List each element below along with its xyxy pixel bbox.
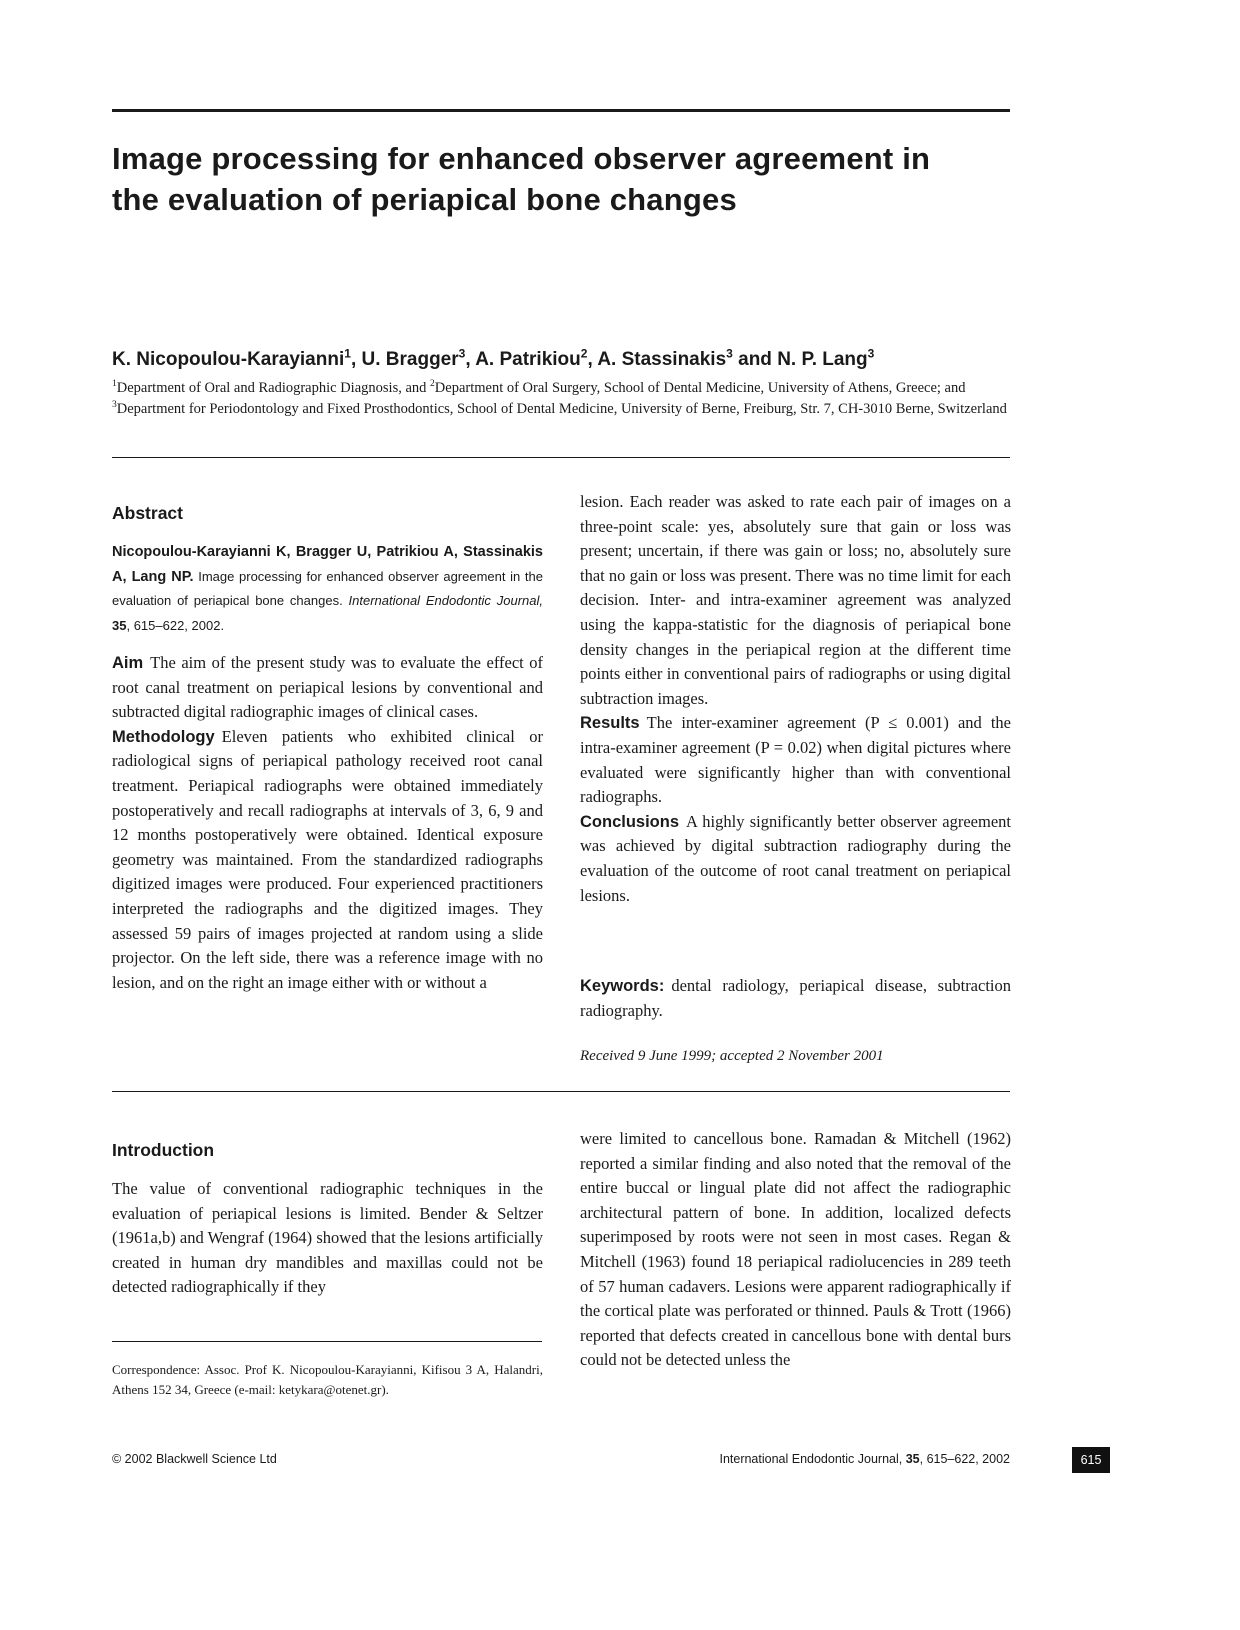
author-separator: , — [350, 349, 362, 370]
citation-authors: Nicopoulou-Karayianni K, Bragger U, Patrikiou A, Stassinakis A, Lang NP. — [112, 544, 543, 585]
citation-pages: , 615–622, 2002. — [126, 617, 225, 633]
author-affiliation-mark: 2 — [580, 346, 588, 361]
methodology-continued: lesion. Each reader was asked to rate each pair of images on a three-point scale: yes, absolutely sure that gain or loss was present; uncertain, if there was gain or loss; no, absolutely sure that no gain or loss was present. There was no time limit for each decision. Inter- and intra-examiner agreement was analyzed using the kappa-statistic for the diagnosis of periapical bone density changes in the periapical region at the different time points either in conventional pairs of radiographs or using digital subtraction images. — [580, 492, 1011, 708]
author-affiliation-mark: 3 — [458, 346, 466, 361]
author-list — [112, 348, 1012, 372]
author-affiliation-mark: 3 — [726, 346, 733, 361]
conclusions-text: A highly significantly better observer agreement was achieved by digital subtraction radiography during the evaluation of the outcome of root canal treatment on periapical lesions. — [580, 811, 1011, 905]
affiliation-text: Department of Oral Surgery, School of Dental Medicine, University of Athens, Greece; and — [434, 380, 966, 396]
citation-journal: International Endodontic Journal, — [348, 593, 543, 609]
author-affiliation-mark: 1 — [344, 346, 351, 361]
abstract-right-column — [580, 490, 1011, 908]
footnote-divider — [112, 1341, 542, 1342]
footer-journal: International Endodontic Journal, — [719, 1452, 903, 1466]
author: K. Nicopoulou-Karayianni — [112, 349, 345, 370]
affiliation-text: Department of Oral and Radiographic Diagnosis, and — [116, 380, 431, 396]
citation-title: Image processing for enhanced observer agreement in the evaluation of periapical bone changes. — [112, 568, 543, 609]
author: U. Bragger — [361, 349, 459, 370]
author: A. Patrikiou — [475, 349, 581, 370]
results-label: Results — [580, 714, 640, 733]
conclusions-label: Conclusions — [580, 812, 680, 831]
introduction-heading: Introduction — [112, 1140, 215, 1160]
methodology-label: Methodology — [112, 727, 215, 746]
methodology-paragraph — [112, 725, 543, 996]
introduction-right-text: were limited to cancellous bone. Ramadan & Mitchell (1962) reported a similar finding and also noted that the removal of the entire buccal or lingual plate did not affect the radiographic architectural pattern of bone. In addition, localized defects superimposed by roots were not seen in most cases. Regan & Mitchell (1963) found 18 periapical radiolucencies in 289 teeth of 57 human cadavers. Lesions were apparent radiographically if the cortical plate was perforated or thinned. Pauls & Trott (1966) reported that defects created in cancellous bone with dental burs could not be detected unless the — [580, 1129, 1011, 1370]
aim-label: Aim — [112, 654, 144, 672]
author-separator: and — [732, 349, 778, 370]
aim-paragraph — [112, 651, 543, 725]
page-number-badge: 615 — [1072, 1447, 1110, 1473]
affiliation-mark: 2 — [430, 379, 435, 390]
received-dates: Received 9 June 1999; accepted 2 November 2001 — [580, 1048, 884, 1064]
author: A. Stassinakis — [597, 349, 727, 370]
author-separator: , — [587, 349, 598, 370]
introduction-left-text: The value of conventional radiographic techniques in the evaluation of periapical lesions is limited. Bender & Seltzer (1961a,b) and Wengraf (1964) showed that the lesions artificially created in human dry mandibles and maxillas could not be detected radiographically if they — [112, 1179, 543, 1297]
author: N. P. Lang — [777, 349, 868, 370]
aim-text: The aim of the present study was to evaluate the effect of root canal treatment on periapical lesions by conventional and subtracted digital radiographic images of clinical cases. — [112, 653, 543, 722]
top-rule — [112, 109, 1010, 112]
results-text: The inter-examiner agreement (P ≤ 0.001) and the intra-examiner agreement (P = 0.02) when digital pictures where evaluated were significantly higher than with conventional radiographs. — [580, 713, 1011, 807]
copyright-notice: © 2002 Blackwell Science Ltd — [112, 1452, 277, 1466]
keywords-text: dental radiology, periapical disease, subtraction radiography. — [580, 976, 1011, 1020]
author-affiliation-mark: 3 — [867, 346, 875, 361]
abstract-citation — [112, 540, 543, 638]
journal-footer — [710, 1452, 1010, 1466]
keywords-label: Keywords: — [580, 977, 665, 995]
section-divider — [112, 457, 1010, 458]
affiliations — [112, 378, 1010, 420]
results-paragraph — [580, 711, 1011, 809]
section-divider — [112, 1091, 1010, 1092]
correspondence-footnote: Correspondence: Assoc. Prof K. Nicopoulou-Karayianni, Kifisou 3 A, Halandri, Athens 152 34, Greece (e-mail: ketykara@otenet.gr). — [112, 1362, 543, 1397]
footer-pages: , 615–622, 2002 — [919, 1452, 1010, 1466]
affiliation-text: Department for Periodontology and Fixed Prosthodontics, School of Dental Medicine, University of Berne, Freiburg, Str. 7, CH-3010 Berne, Switzerland — [116, 401, 1007, 417]
citation-volume: 35 — [112, 617, 127, 633]
abstract-left-column — [112, 651, 543, 995]
conclusions-paragraph — [580, 810, 1011, 908]
abstract-heading: Abstract — [112, 503, 183, 523]
paper-title: Image processing for enhanced observer agreement in the evaluation of periapical bone changes — [112, 141, 931, 217]
author-separator: , — [465, 349, 476, 370]
affiliation-mark: 1 — [112, 379, 117, 390]
affiliation-mark: 3 — [112, 400, 117, 411]
footer-volume: 35 — [905, 1452, 920, 1466]
keywords-paragraph — [580, 974, 1011, 1023]
methodology-text: Eleven patients who exhibited clinical or radiological signs of periapical pathology received root canal treatment. Periapical radiographs were obtained immediately postoperatively and recall radiographs at intervals of 3, 6, 9 and 12 months postoperatively were obtained. Identical exposure geometry was maintained. From the standardized radiographs digitized images were produced. Four experienced practitioners interpreted the radiographs and the digitized images. They assessed 59 pairs of images projected at random using a slide projector. On the left side, there was a reference image with no lesion, and on the right an image either with or without a — [112, 726, 543, 992]
